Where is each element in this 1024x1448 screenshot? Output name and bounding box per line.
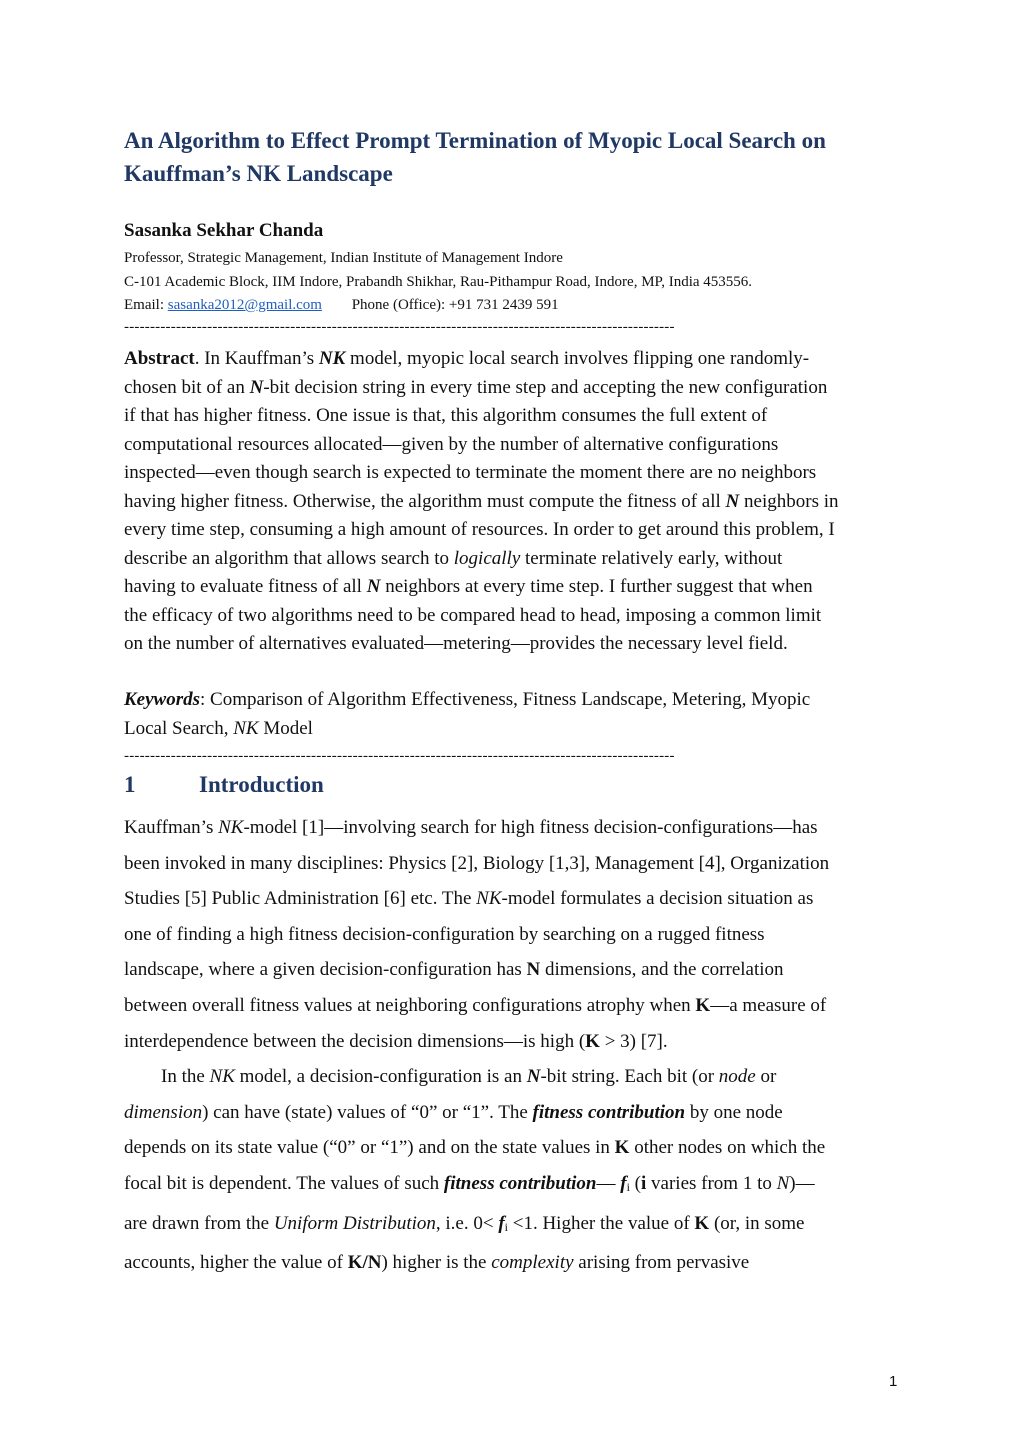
body-text: —a measure of (710, 994, 827, 1016)
abstract-text: -bit decision string in every time step and accepting the new configuration (263, 376, 828, 398)
section-heading (124, 772, 324, 798)
separator-bottom: ---------------------------------------------------------------------------------------------------------- (124, 748, 675, 764)
abstract-text: on the number of alternatives evaluated—metering—provides the necessary level field. (124, 633, 788, 654)
abstract-n: N (249, 376, 264, 398)
body-text: -bit string. Each bit (or (540, 1066, 719, 1088)
body-text: model, a decision-configuration is an (234, 1066, 527, 1088)
body-f: f (620, 1172, 627, 1194)
abstract-text: . In Kauffman’s (194, 348, 319, 369)
phone-office: Phone (Office): +91 731 2439 591 (351, 297, 559, 313)
email-link[interactable]: sasanka2012@gmail.com (167, 297, 322, 313)
body-f: f (498, 1212, 505, 1234)
body-K: K (694, 1212, 710, 1234)
body-N: N (526, 1066, 541, 1088)
body-text: ) can have (state) values of “0” or “1”. The (202, 1101, 533, 1123)
body-fitness-contribution: fitness contribution (443, 1172, 597, 1194)
body-nk: NK (218, 817, 244, 838)
body-text: ) higher is the (381, 1252, 492, 1274)
body-subscript-i: i (626, 1179, 630, 1194)
body-KN: K/N (347, 1252, 382, 1274)
body-text: (or, in some (709, 1212, 805, 1234)
keywords (124, 686, 904, 743)
body-text: Kauffman’s (124, 817, 219, 838)
body-text: , i.e. 0< (435, 1212, 499, 1234)
introduction-body (124, 810, 904, 1281)
section-title: Introduction (199, 772, 324, 797)
separator-top: ---------------------------------------------------------------------------------------------------------- (124, 319, 675, 335)
body-text: or (755, 1066, 777, 1088)
keywords-label: Keywords (124, 689, 200, 710)
abstract-label: Abstract (124, 348, 195, 369)
body-text: arising from pervasive (573, 1252, 750, 1274)
body-uniform: Uniform Distribution (273, 1212, 436, 1234)
body-text: varies from 1 to (646, 1172, 777, 1194)
body-text: focal bit is dependent. The values of such (124, 1172, 444, 1194)
body-dimension: dimension (124, 1101, 203, 1123)
body-text: -model [1]—involving search for high fitness decision-configurations—has (243, 817, 818, 838)
body-text: — (596, 1172, 621, 1194)
keywords-text: Local Search, (124, 717, 234, 739)
abstract-text: describe an algorithm that allows search to (124, 547, 454, 569)
abstract-text: neighbors at every time step. I further suggest that when (380, 576, 813, 597)
author-address: C-101 Academic Block, IIM Indore, Prabandh Shikhar, Rau-Pithampur Road, Indore, MP, India 453556. (124, 274, 753, 290)
email-label: Email: (124, 297, 164, 313)
page-number: 1 (889, 1373, 898, 1390)
abstract-text: computational resources allocated—given by the number of alternative configurations (124, 433, 779, 455)
body-i: i (641, 1172, 647, 1194)
abstract-text: if that has higher fitness. One issue is that, this algorithm consumes the full extent of (124, 405, 768, 426)
paper-title: An Algorithm to Effect Prompt Termination of Myopic Local Search on Kauffman’s NK Landscape (124, 128, 826, 186)
body-text: depends on its state value (“0” or “1”) and on the state values in (124, 1137, 615, 1159)
abstract-text: neighbors in (739, 490, 839, 512)
abstract-logically: logically (453, 547, 521, 569)
abstract-text: inspected—even though search is expected to terminate the moment there are no neighbors (124, 462, 817, 483)
body-N: N (526, 959, 541, 981)
body-text: are drawn from the (124, 1212, 274, 1234)
body-text: dimensions, and the correlation (540, 959, 784, 981)
abstract-n: N (366, 576, 381, 597)
abstract-text: having to evaluate fitness of all (124, 576, 367, 597)
author-name: Sasanka Sekhar Chanda (124, 220, 324, 241)
body-nk: NK (209, 1066, 235, 1088)
body-text: -model formulates a decision situation as (501, 888, 814, 910)
body-text: )— (789, 1172, 815, 1194)
abstract-nk: NK (318, 348, 346, 369)
body-text: Studies [5] Public Administration [6] etc. The (124, 888, 477, 910)
body-text: one of finding a high fitness decision-configuration by searching on a rugged fitness (124, 923, 765, 945)
abstract-text: model, myopic local search involves flipping one randomly- (345, 348, 810, 369)
body-text: <1. Higher the value of (508, 1212, 695, 1234)
body-complexity: complexity (491, 1252, 574, 1274)
body-text: ( (629, 1172, 641, 1194)
body-subscript-i: i (504, 1219, 508, 1234)
author-position: Professor, Strategic Management, Indian Institute of Management Indore (124, 250, 563, 266)
body-K: K (585, 1030, 600, 1052)
keywords-nk: NK (233, 717, 259, 739)
body-node: node (718, 1066, 756, 1088)
body-K: K (614, 1137, 630, 1159)
abstract-text: every time step, consuming a high amount of resources. In order to get around this problem, I (124, 519, 835, 540)
section-number: 1 (124, 772, 136, 797)
keywords-text: : Comparison of Algorithm Effectiveness, Fitness Landscape, Metering, Myopic (200, 689, 811, 710)
abstract-n: N (725, 490, 740, 512)
keywords-text: Model (258, 717, 313, 739)
body-fitness-contribution: fitness contribution (532, 1101, 686, 1123)
abstract (124, 345, 904, 659)
body-text: between overall fitness values at neighboring configurations atrophy when (124, 994, 696, 1016)
abstract-text: terminate relatively early, without (520, 547, 783, 569)
body-nk: NK (476, 888, 502, 910)
body-text: landscape, where a given decision-configuration has (124, 959, 527, 981)
body-text: interdependence between the decision dimensions—is high ( (124, 1030, 586, 1052)
body-K: K (695, 994, 711, 1016)
body-N: N (776, 1172, 790, 1194)
body-text: by one node (685, 1101, 783, 1123)
body-text: In the (161, 1066, 210, 1088)
body-text: > 3) [7]. (599, 1030, 668, 1052)
author-contact (124, 294, 559, 316)
abstract-text: having higher fitness. Otherwise, the algorithm must compute the fitness of all (124, 490, 726, 512)
body-text: been invoked in many disciplines: Physics [2], Biology [1,3], Management [4], Organization (124, 852, 830, 874)
abstract-text: chosen bit of an (124, 376, 250, 398)
abstract-text: the efficacy of two algorithms need to be compared head to head, imposing a common limit (124, 604, 822, 626)
body-text: other nodes on which the (629, 1137, 826, 1159)
body-text: accounts, higher the value of (124, 1252, 348, 1274)
